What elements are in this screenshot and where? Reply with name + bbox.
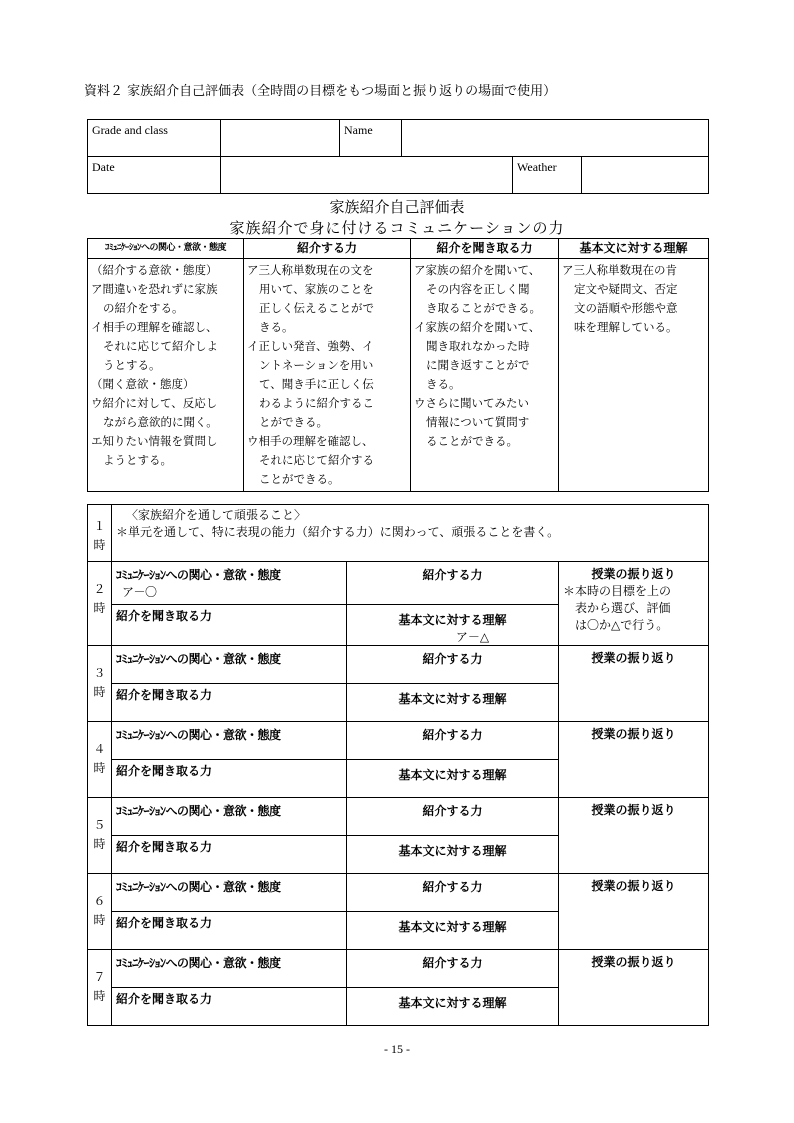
criteria-line: ウ紹介に対して、反応し xyxy=(91,396,218,410)
criteria-line: わるように紹介するこ xyxy=(259,396,374,410)
interest-eval-cell[interactable] xyxy=(112,950,347,988)
reflection-cell[interactable] xyxy=(559,950,709,1026)
row-number: １ xyxy=(93,519,106,533)
row-period xyxy=(88,950,112,1026)
grade-class-label: Grade and class xyxy=(88,120,221,157)
criteria-line: ウさらに聞いてみたい xyxy=(414,396,529,410)
form-title: 家族紹介自己評価表 xyxy=(329,198,465,216)
reflection-cell[interactable] xyxy=(559,562,709,646)
form-subtitle: 家族紹介で身に付けるコミュニケーションの力 xyxy=(229,219,565,237)
criteria-line: きる。 xyxy=(259,320,294,334)
reflection-label: 授業の振り返り xyxy=(591,651,676,665)
listen-eval-cell[interactable] xyxy=(112,760,347,798)
basic-eval-cell[interactable] xyxy=(347,836,559,874)
basic-label: 基本文に対する理解 xyxy=(398,996,507,1010)
note-line: ＊本時の目標を上の xyxy=(563,584,672,598)
page-number: - 15 - xyxy=(384,1042,410,1056)
criteria-line: ア家族の紹介を聞いて、 xyxy=(414,263,541,277)
criteria-header-interest: ｺﾐｭﾆｹｰｼｮﾝへの関心・意欲・態度 xyxy=(88,239,244,259)
criteria-line: に聞き返すことがで xyxy=(426,358,530,372)
listen-label: 紹介を聞き取る力 xyxy=(116,609,213,623)
row-period xyxy=(88,798,112,874)
criteria-line: それに応じて紹介しよ xyxy=(103,339,218,353)
criteria-header-basic: 基本文に対する理解 xyxy=(559,239,709,259)
criteria-listen-cell xyxy=(411,259,559,492)
criteria-line: 用いて、家族のことを xyxy=(259,282,374,296)
criteria-line: イ正しい発音、強勢、イ xyxy=(247,339,374,353)
intro-eval-cell[interactable] xyxy=(347,562,559,605)
basic-eval-cell[interactable] xyxy=(347,988,559,1026)
reflection-cell[interactable] xyxy=(559,646,709,722)
intro-eval-cell[interactable] xyxy=(347,950,559,988)
weather-label: Weather xyxy=(513,157,582,194)
intro-label: 紹介する力 xyxy=(422,804,483,818)
criteria-intro-cell xyxy=(244,259,411,492)
criteria-line: 味を理解している。 xyxy=(574,320,678,334)
listen-label: 紹介を聞き取る力 xyxy=(116,840,213,854)
criteria-line: （紹介する意欲・態度） xyxy=(91,263,218,277)
intro-eval-cell[interactable] xyxy=(347,722,559,760)
basic-label: 基本文に対する理解 xyxy=(398,768,507,782)
row-number: ７ xyxy=(93,970,106,984)
basic-label: 基本文に対する理解 xyxy=(398,613,507,627)
criteria-line: ウ相手の理解を確認し、 xyxy=(247,434,374,448)
weather-field[interactable] xyxy=(582,157,709,194)
basic-eval-cell[interactable] xyxy=(347,912,559,950)
name-field[interactable] xyxy=(402,120,709,157)
row-number: ６ xyxy=(93,894,106,908)
criteria-line: ようとする。 xyxy=(103,453,172,467)
row-period xyxy=(88,646,112,722)
criteria-line: うとする。 xyxy=(103,358,161,372)
criteria-line: （聞く意欲・態度） xyxy=(91,377,195,391)
basic-eval-cell[interactable] xyxy=(347,605,559,646)
intro-label: 紹介する力 xyxy=(422,880,483,894)
basic-label: 基本文に対する理解 xyxy=(398,844,507,858)
criteria-line: き取ることができる。 xyxy=(426,301,541,315)
row-unit: 時 xyxy=(93,837,106,851)
listen-eval-cell[interactable] xyxy=(112,836,347,874)
interest-label: ｺﾐｭﾆｹｰｼｮﾝへの関心・意欲・態度 xyxy=(116,804,281,818)
listen-eval-cell[interactable] xyxy=(112,684,347,722)
row-unit: 時 xyxy=(93,538,106,552)
criteria-line: 情報について質問す xyxy=(426,415,530,429)
criteria-line: きる。 xyxy=(426,377,461,391)
interest-eval-cell[interactable] xyxy=(112,562,347,605)
criteria-table xyxy=(87,238,709,492)
grade-class-field[interactable] xyxy=(221,120,340,157)
row-unit: 時 xyxy=(93,601,106,615)
name-label: Name xyxy=(340,120,402,157)
row-number: ４ xyxy=(93,742,106,756)
criteria-line: 正しく伝えることがで xyxy=(259,301,374,315)
listen-label: 紹介を聞き取る力 xyxy=(116,916,213,930)
criteria-interest-cell xyxy=(88,259,244,492)
criteria-line: て、聞き手に正しく伝 xyxy=(259,377,374,391)
intro-label: 紹介する力 xyxy=(422,956,483,970)
intro-label: 紹介する力 xyxy=(422,652,483,666)
listen-label: 紹介を聞き取る力 xyxy=(116,992,213,1006)
interest-eval-cell[interactable] xyxy=(112,722,347,760)
row-period xyxy=(88,562,112,646)
interest-label: ｺﾐｭﾆｹｰｼｮﾝへの関心・意欲・態度 xyxy=(116,568,281,582)
intro-label: 紹介する力 xyxy=(422,728,483,742)
row-unit: 時 xyxy=(93,761,106,775)
criteria-line: 文の語順や形態や意 xyxy=(574,301,678,315)
listen-label: 紹介を聞き取る力 xyxy=(116,764,213,778)
intro-eval-cell[interactable] xyxy=(347,798,559,836)
interest-eval-cell[interactable] xyxy=(112,874,347,912)
basic-example: ア－△ xyxy=(455,630,490,644)
interest-eval-cell[interactable] xyxy=(112,798,347,836)
criteria-line: 聞き取れなかった時 xyxy=(426,339,530,353)
document-caption: 資料２ 家族紹介自己評価表（全時間の目標をもつ場面と振り返りの場面で使用） xyxy=(84,84,557,99)
criteria-line: イ相手の理解を確認し、 xyxy=(91,320,218,334)
interest-example: ア－〇 xyxy=(122,585,157,599)
reflection-cell[interactable] xyxy=(559,722,709,798)
criteria-line: ることができる。 xyxy=(426,434,518,448)
reflection-cell[interactable] xyxy=(559,874,709,950)
criteria-line: 定文や疑問文、否定 xyxy=(574,282,678,296)
listen-eval-cell[interactable] xyxy=(112,988,347,1026)
criteria-line: ア三人称単数現在の文を xyxy=(247,263,374,277)
basic-label: 基本文に対する理解 xyxy=(398,692,507,706)
criteria-line: の紹介をする。 xyxy=(103,301,184,315)
interest-label: ｺﾐｭﾆｹｰｼｮﾝへの関心・意欲・態度 xyxy=(116,880,281,894)
intro-label: 紹介する力 xyxy=(422,568,483,582)
reflection-note xyxy=(559,583,708,634)
criteria-header-intro: 紹介する力 xyxy=(244,239,411,259)
goal-description: ＊単元を通して、特に表現の能力（紹介する力）に関わって、頑張ることを書く。 xyxy=(116,525,560,539)
row-period xyxy=(88,505,112,562)
row-period xyxy=(88,874,112,950)
criteria-line: ア三人称単数現在の肯 xyxy=(562,263,677,277)
listen-eval-cell[interactable] xyxy=(112,912,347,950)
note-line: 表から選び、評価 xyxy=(575,601,671,615)
listen-eval-cell[interactable] xyxy=(112,605,347,646)
criteria-line: とができる。 xyxy=(259,415,328,429)
reflection-label: 授業の振り返り xyxy=(591,727,676,741)
listen-label: 紹介を聞き取る力 xyxy=(116,688,213,702)
interest-label: ｺﾐｭﾆｹｰｼｮﾝへの関心・意欲・態度 xyxy=(116,956,281,970)
row-unit: 時 xyxy=(93,685,106,699)
intro-eval-cell[interactable] xyxy=(347,646,559,684)
goal-title: 〈家族紹介を通して頑張ること〉 xyxy=(126,508,307,522)
reflection-label: 授業の振り返り xyxy=(591,567,676,581)
interest-label: ｺﾐｭﾆｹｰｼｮﾝへの関心・意欲・態度 xyxy=(116,652,281,666)
reflection-label: 授業の振り返り xyxy=(591,803,676,817)
row-number: ３ xyxy=(93,666,106,680)
row-number: ２ xyxy=(93,582,106,596)
interest-label: ｺﾐｭﾆｹｰｼｮﾝへの関心・意欲・態度 xyxy=(116,728,281,742)
basic-label: 基本文に対する理解 xyxy=(398,920,507,934)
row-unit: 時 xyxy=(93,989,106,1003)
criteria-basic-cell xyxy=(559,259,709,492)
reflection-label: 授業の振り返り xyxy=(591,879,676,893)
criteria-line: ながら意欲的に聞く。 xyxy=(103,415,218,429)
lesson-log-table xyxy=(87,504,709,1026)
criteria-line: イ家族の紹介を聞いて、 xyxy=(414,320,541,334)
intro-eval-cell[interactable] xyxy=(347,874,559,912)
goal-cell[interactable] xyxy=(112,505,709,562)
note-line: は〇か△で行う。 xyxy=(575,618,669,632)
row-number: ５ xyxy=(93,818,106,832)
basic-eval-cell[interactable] xyxy=(347,684,559,722)
criteria-header-listen: 紹介を聞き取る力 xyxy=(411,239,559,259)
row-period xyxy=(88,722,112,798)
criteria-line: ントネーションを用い xyxy=(259,358,374,372)
basic-eval-cell[interactable] xyxy=(347,760,559,798)
reflection-label: 授業の振り返り xyxy=(591,955,676,969)
criteria-line: ア間違いを恐れずに家族 xyxy=(91,282,218,296)
date-field[interactable] xyxy=(221,157,513,194)
reflection-cell[interactable] xyxy=(559,798,709,874)
interest-eval-cell[interactable] xyxy=(112,646,347,684)
criteria-line: それに応じて紹介する xyxy=(259,453,374,467)
criteria-line: ことができる。 xyxy=(259,472,340,486)
date-label: Date xyxy=(88,157,221,194)
criteria-line: エ知りたい情報を質問し xyxy=(91,434,218,448)
student-info-table xyxy=(87,119,709,194)
row-unit: 時 xyxy=(93,913,106,927)
criteria-line: その内容を正しく聞 xyxy=(426,282,530,296)
